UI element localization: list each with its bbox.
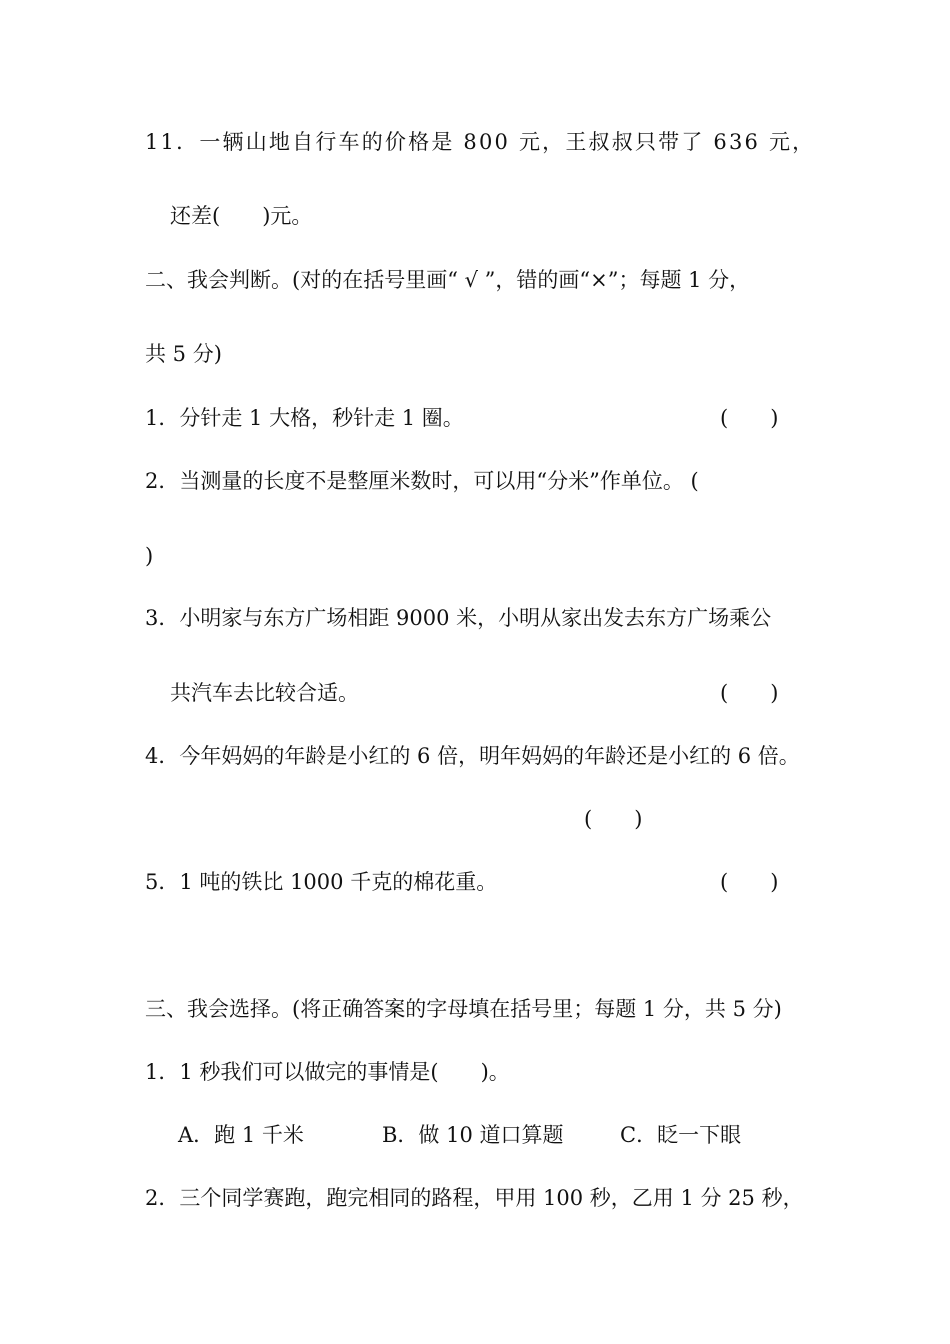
choice-item-1-option-b: B．做 10 道口算题	[382, 1123, 564, 1147]
choice-item-1-option-c: C．眨一下眼	[620, 1123, 742, 1147]
judge-item-5: 5．1 吨的铁比 1000 千克的棉花重。	[145, 870, 498, 894]
judge-item-2-blank-close: )	[145, 544, 154, 568]
section2-heading-line-2: 共 5 分)	[145, 342, 222, 366]
judge-item-1: 1．分针走 1 大格，秒针走 1 圈。	[145, 406, 464, 430]
judge-item-2: 2．当测量的长度不是整厘米数时，可以用“分米”作单位。 (	[145, 469, 699, 493]
choice-item-1: 1．1 秒我们可以做完的事情是( )。	[145, 1060, 510, 1084]
section3-heading: 三、我会选择。(将正确答案的字母填在括号里；每题 1 分，共 5 分)	[145, 997, 782, 1021]
judge-item-1-blank: ( )	[720, 406, 779, 430]
q11-line-1: 11．一辆山地自行车的价格是 800 元，王叔叔只带了 636 元，	[145, 130, 816, 154]
judge-item-3-blank: ( )	[720, 681, 779, 705]
section2-heading-line-1: 二、我会判断。(对的在括号里画“ √ ”，错的画“×”；每题 1 分，	[145, 268, 751, 292]
judge-item-4-blank: ( )	[584, 807, 643, 831]
judge-item-5-blank: ( )	[720, 870, 779, 894]
choice-item-1-option-a: A．跑 1 千米	[178, 1123, 304, 1147]
judge-item-3-line-2: 共汽车去比较合适。	[170, 681, 359, 705]
judge-item-3-line-1: 3．小明家与东方广场相距 9000 米，小明从家出发去东方广场乘公	[145, 606, 772, 630]
judge-item-4: 4．今年妈妈的年龄是小红的 6 倍，明年妈妈的年龄还是小红的 6 倍。	[145, 744, 800, 768]
q11-line-2: 还差( )元。	[170, 204, 313, 228]
choice-item-2: 2．三个同学赛跑，跑完相同的路程，甲用 100 秒，乙用 1 分 25 秒，	[145, 1186, 804, 1210]
